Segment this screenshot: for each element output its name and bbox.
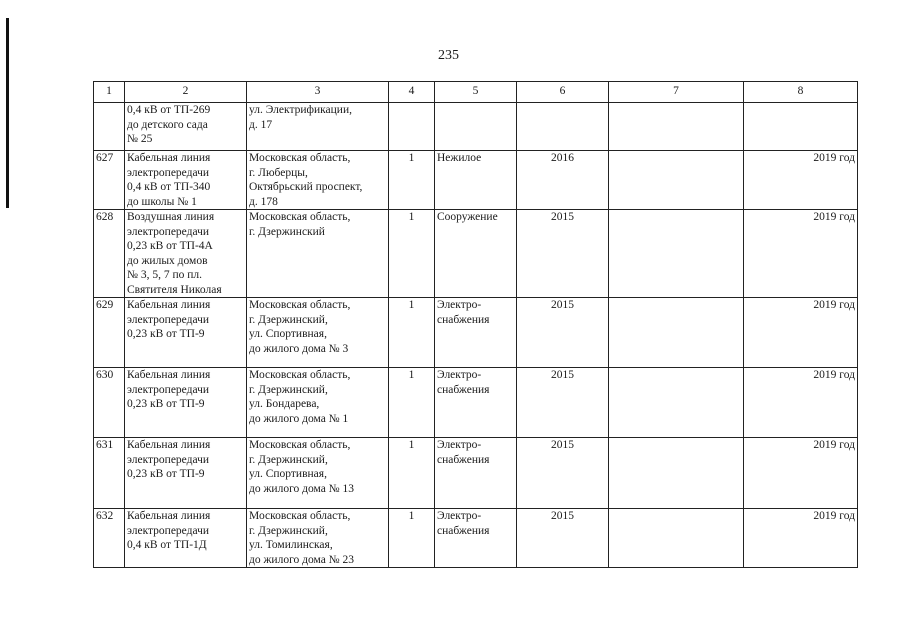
object-type-text: Сооружение bbox=[437, 211, 498, 223]
object-name bbox=[125, 509, 247, 568]
object-name bbox=[125, 438, 247, 509]
column-header-5: 5 bbox=[435, 82, 517, 103]
object-name-text: Кабельная линия электропередачи 0,4 кВ от ТП-1Д bbox=[127, 510, 211, 551]
object-address-text: Московская область, г. Дзержинский, ул. Бондарева, до жилого дома № 1 bbox=[249, 369, 351, 425]
object-address-text: Московская область, г. Дзержинский bbox=[249, 211, 351, 238]
column-header-8: 8 bbox=[744, 82, 858, 103]
column-header-4: 4 bbox=[389, 82, 435, 103]
row-number: 632 bbox=[94, 509, 125, 568]
object-type-text: Нежилое bbox=[437, 152, 482, 164]
table-row bbox=[94, 368, 858, 438]
transfer-year: 2019 год bbox=[744, 438, 858, 509]
column-header-6: 6 bbox=[517, 82, 609, 103]
page-number: 235 bbox=[438, 48, 459, 63]
object-quantity: 1 bbox=[389, 298, 435, 368]
object-name-text: Кабельная линия электропередачи 0,23 кВ от ТП-9 bbox=[127, 299, 211, 340]
object-type-text: Электро- снабжения bbox=[437, 510, 490, 537]
object-type bbox=[435, 298, 517, 368]
table-row bbox=[94, 210, 858, 298]
object-type bbox=[435, 151, 517, 210]
object-type-text: Электро- снабжения bbox=[437, 369, 490, 396]
object-address-text: Московская область, г. Дзержинский, ул. Спортивная, до жилого дома № 13 bbox=[249, 439, 355, 495]
object-name-text: Кабельная линия электропередачи 0,4 кВ от ТП-340 до школы № 1 bbox=[127, 152, 211, 208]
object-type bbox=[435, 103, 517, 151]
row-number: 629 bbox=[94, 298, 125, 368]
transfer-year: 2019 год bbox=[744, 210, 858, 298]
column-7-cell bbox=[609, 210, 744, 298]
object-type bbox=[435, 210, 517, 298]
row-number: 627 bbox=[94, 151, 125, 210]
object-quantity: 1 bbox=[389, 438, 435, 509]
object-address-text: ул. Электрификации, д. 17 bbox=[249, 104, 352, 131]
object-name-text: Кабельная линия электропередачи 0,23 кВ от ТП-9 bbox=[127, 369, 211, 410]
row-number: 628 bbox=[94, 210, 125, 298]
table-row bbox=[94, 438, 858, 509]
row-number bbox=[94, 103, 125, 151]
object-quantity: 1 bbox=[389, 151, 435, 210]
header-row bbox=[94, 82, 858, 103]
column-7-cell bbox=[609, 368, 744, 438]
table-row bbox=[94, 103, 858, 151]
object-name bbox=[125, 103, 247, 151]
object-type-text: Электро- снабжения bbox=[437, 439, 490, 466]
object-name bbox=[125, 368, 247, 438]
object-address bbox=[247, 438, 389, 509]
object-name bbox=[125, 151, 247, 210]
object-address-text: Московская область, г. Люберцы, Октябрьский проспект, д. 178 bbox=[249, 152, 363, 208]
object-name bbox=[125, 298, 247, 368]
margin-mark bbox=[6, 18, 9, 208]
transfer-year: 2019 год bbox=[744, 509, 858, 568]
transfer-year: 2019 год bbox=[744, 151, 858, 210]
object-year: 2015 bbox=[517, 509, 609, 568]
object-name-text: Воздушная линия электропередачи 0,23 кВ от ТП-4А до жилых домов № 3, 5, 7 по пл. Святителя Николая bbox=[127, 211, 222, 296]
object-year: 2015 bbox=[517, 298, 609, 368]
transfer-year: 2019 год bbox=[744, 368, 858, 438]
object-address bbox=[247, 210, 389, 298]
object-year bbox=[517, 103, 609, 151]
object-quantity bbox=[389, 103, 435, 151]
table-row bbox=[94, 298, 858, 368]
object-name bbox=[125, 210, 247, 298]
object-year: 2015 bbox=[517, 438, 609, 509]
column-header-2: 2 bbox=[125, 82, 247, 103]
object-quantity: 1 bbox=[389, 210, 435, 298]
object-quantity: 1 bbox=[389, 368, 435, 438]
column-7-cell bbox=[609, 103, 744, 151]
object-year: 2016 bbox=[517, 151, 609, 210]
column-header-3: 3 bbox=[247, 82, 389, 103]
object-address bbox=[247, 509, 389, 568]
transfer-year bbox=[744, 103, 858, 151]
object-type-text: Электро- снабжения bbox=[437, 299, 490, 326]
row-number: 631 bbox=[94, 438, 125, 509]
table-row bbox=[94, 151, 858, 210]
column-7-cell bbox=[609, 151, 744, 210]
object-address-text: Московская область, г. Дзержинский, ул. Спортивная, до жилого дома № 3 bbox=[249, 299, 351, 355]
row-number: 630 bbox=[94, 368, 125, 438]
object-quantity: 1 bbox=[389, 509, 435, 568]
object-type bbox=[435, 509, 517, 568]
object-address-text: Московская область, г. Дзержинский, ул. Томилинская, до жилого дома № 23 bbox=[249, 510, 355, 566]
object-address bbox=[247, 368, 389, 438]
column-header-1: 1 bbox=[94, 82, 125, 103]
object-year: 2015 bbox=[517, 210, 609, 298]
table-row bbox=[94, 509, 858, 568]
object-year: 2015 bbox=[517, 368, 609, 438]
object-name-text: Кабельная линия электропередачи 0,23 кВ от ТП-9 bbox=[127, 439, 211, 480]
object-address bbox=[247, 103, 389, 151]
register-table bbox=[93, 81, 858, 568]
object-name-text: 0,4 кВ от ТП-269 до детского сада № 25 bbox=[127, 104, 211, 145]
column-7-cell bbox=[609, 509, 744, 568]
column-7-cell bbox=[609, 438, 744, 509]
column-7-cell bbox=[609, 298, 744, 368]
object-address bbox=[247, 151, 389, 210]
object-type bbox=[435, 438, 517, 509]
object-type bbox=[435, 368, 517, 438]
transfer-year: 2019 год bbox=[744, 298, 858, 368]
object-address bbox=[247, 298, 389, 368]
column-header-7: 7 bbox=[609, 82, 744, 103]
